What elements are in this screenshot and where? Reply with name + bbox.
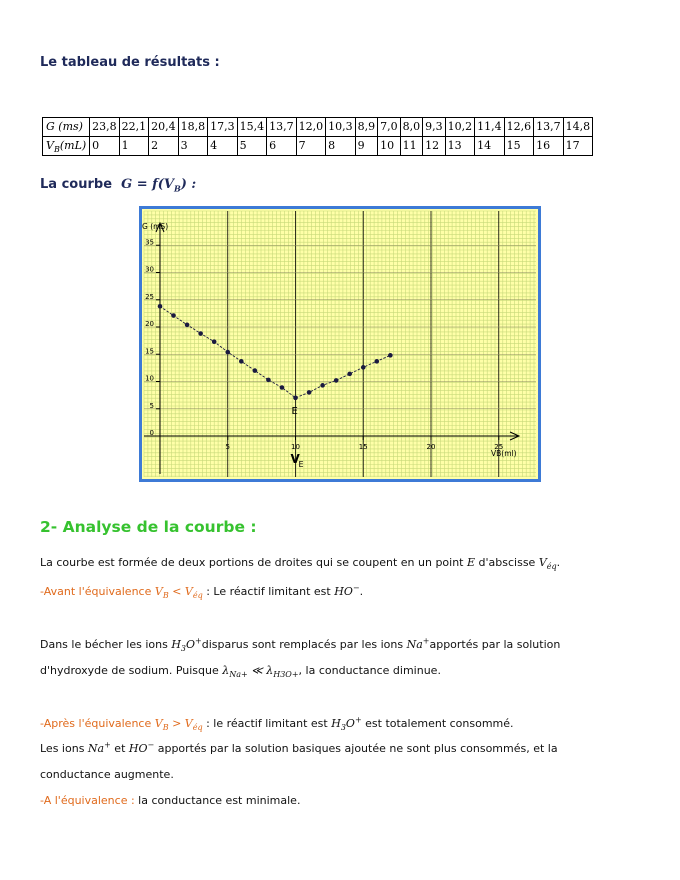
v-value-cell: 12 xyxy=(423,137,446,156)
data-point xyxy=(171,313,176,318)
data-point xyxy=(266,378,271,383)
y-tick-label: 20 xyxy=(145,320,154,328)
data-point xyxy=(253,368,258,373)
table-row-g xyxy=(43,118,593,137)
data-point xyxy=(388,353,393,358)
g-value-cell: 8,9 xyxy=(355,118,378,137)
y-tick-label: 15 xyxy=(145,347,154,356)
paragraph-a-equivalence: -A l'équivalence : la conductance est minimale. xyxy=(40,794,301,807)
v-value-cell: 16 xyxy=(534,137,564,156)
x-tick-label: 20 xyxy=(426,443,436,451)
g-value-cell: 7,0 xyxy=(378,118,401,137)
equivalence-point-label: E xyxy=(291,405,298,417)
x-tick-label: 5 xyxy=(225,443,230,451)
v-label-cell: $V_B(mL)$ xyxy=(43,137,90,156)
y-tick-label: 5 xyxy=(149,401,154,410)
y-tick-label: 25 xyxy=(145,292,154,301)
g-value-cell: 20,4 xyxy=(149,118,179,137)
v-value-cell: 5 xyxy=(237,137,267,156)
data-point xyxy=(293,396,298,401)
v-value-cell: 8 xyxy=(326,137,356,156)
g-value-cell: 15,4 xyxy=(237,118,267,137)
v-value-cell: 15 xyxy=(504,137,534,156)
v-value-cell: 2 xyxy=(149,137,179,156)
g-value-cell: 23,8 xyxy=(90,118,120,137)
v-value-cell: 6 xyxy=(267,137,297,156)
x-axis-label: VB(ml) xyxy=(491,449,517,458)
data-point xyxy=(198,331,203,336)
paragraph-7: conductance augmente. xyxy=(40,768,174,781)
g-value-cell: 8,0 xyxy=(400,118,423,137)
courbe-title: La courbe $G = f(V_B)$ : xyxy=(40,177,197,194)
data-point xyxy=(158,304,163,309)
g-value-cell: 22,1 xyxy=(119,118,149,137)
g-value-cell: 18,8 xyxy=(178,118,208,137)
data-point xyxy=(280,385,285,390)
paragraph-4: d'hydroxyde de sodium. Puisque $\lambda_{Na+}$ ≪ $\lambda_{H3O+}$, la conductance diminue. xyxy=(40,664,441,680)
v-value-cell: 3 xyxy=(178,137,208,156)
data-point xyxy=(334,378,339,383)
x-tick-label: 10 xyxy=(291,443,300,451)
paragraph-apres-equivalence: -Après l'équivalence $V_B > V_{éq}$ : le réactif limitant est $H_3O^+$ est totalement consommé. xyxy=(40,715,514,733)
g-value-cell: 10,2 xyxy=(445,118,475,137)
data-point xyxy=(307,390,312,395)
y-tick-label: 10 xyxy=(145,374,154,383)
g-value-cell: 9,3 xyxy=(423,118,446,137)
v-value-cell: 10 xyxy=(378,137,401,156)
data-point xyxy=(375,359,380,364)
v-value-cell: 17 xyxy=(563,137,593,156)
v-value-cell: 1 xyxy=(119,137,149,156)
data-point xyxy=(361,365,366,370)
g-label-cell: G (ms) xyxy=(43,118,90,137)
v-value-cell: 0 xyxy=(90,137,120,156)
x-tick-label: 25 xyxy=(494,443,504,451)
y-tick-label: 0 xyxy=(149,429,154,437)
data-point xyxy=(185,323,190,328)
data-point xyxy=(320,383,325,388)
g-value-cell: 13,7 xyxy=(534,118,564,137)
data-point xyxy=(225,350,230,355)
y-axis-label: G (mS) xyxy=(142,222,169,231)
g-value-cell: 11,4 xyxy=(475,118,505,137)
section-title-analyse: 2- Analyse de la courbe : xyxy=(40,518,257,536)
g-value-cell: 17,3 xyxy=(208,118,238,137)
table-row-v xyxy=(43,137,593,156)
g-value-cell: 13,7 xyxy=(267,118,297,137)
conductance-chart xyxy=(139,206,541,482)
ve-label-subscript: E xyxy=(298,460,304,469)
g-value-cell: 12,0 xyxy=(296,118,326,137)
data-point xyxy=(239,359,244,364)
y-tick-label: 35 xyxy=(145,238,154,247)
g-value-cell: 12,6 xyxy=(504,118,534,137)
x-tick-label: 15 xyxy=(358,443,368,451)
g-value-cell: 10,3 xyxy=(326,118,356,137)
g-value-cell: 14,8 xyxy=(563,118,593,137)
paragraph-3: Dans le bécher les ions $H_3O^+disparus$ sont remplacés par les ions Na+apportés par la solution xyxy=(40,636,561,654)
v-value-cell: 14 xyxy=(475,137,505,156)
v-value-cell: 4 xyxy=(208,137,238,156)
data-point xyxy=(212,339,217,344)
results-table xyxy=(42,117,593,156)
v-value-cell: 7 xyxy=(296,137,326,156)
v-value-cell: 9 xyxy=(355,137,378,156)
paragraph-avant-equivalence: -Avant l'équivalence $V_B < V_{éq}$ : Le réactif limitant est HO−. xyxy=(40,583,364,601)
v-value-cell: 11 xyxy=(400,137,423,156)
data-point xyxy=(347,372,352,377)
v-value-cell: 13 xyxy=(445,137,475,156)
paragraph-1: La courbe est formée de deux portions de droites qui se coupent en un point E d'abscisse $V_{éq}$. xyxy=(40,556,561,572)
y-tick-label: 30 xyxy=(145,265,154,274)
section-title-tableau: Le tableau de résultats : xyxy=(40,55,220,70)
paragraph-6: Les ions Na+ et HO− apportés par la solution basiques ajoutée ne sont plus consommés, et la xyxy=(40,740,558,755)
ve-label: V xyxy=(290,452,300,466)
